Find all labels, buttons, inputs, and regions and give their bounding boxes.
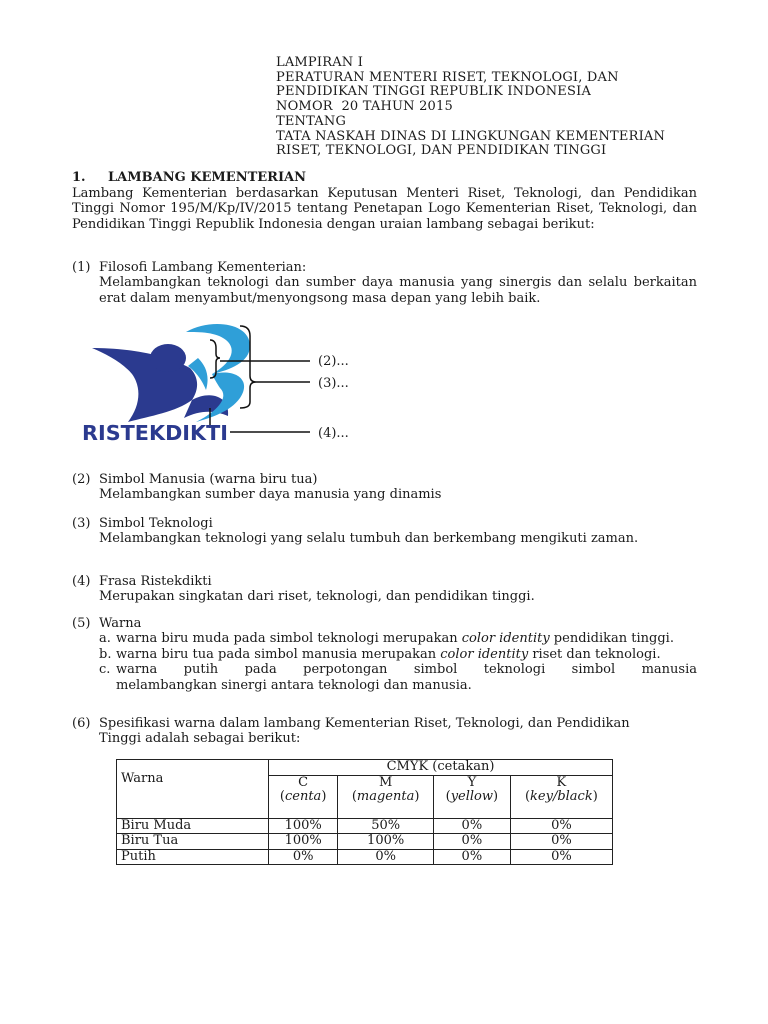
item-1 <box>72 260 697 306</box>
table-cell-k: 0% <box>510 818 612 834</box>
item-5-b-post: riset dan teknologi. <box>528 646 661 662</box>
table-row <box>117 818 613 834</box>
human-head-shape <box>150 344 186 372</box>
section-title-text: LAMBANG KEMENTERIAN <box>108 170 307 185</box>
item-1-heading: Filosofi Lambang Kementerian: <box>99 260 307 275</box>
ministry-logo-diagram <box>80 318 380 448</box>
item-2-heading: Simbol Manusia (warna biru tua) <box>99 472 318 487</box>
item-4-heading: Frasa Ristekdikti <box>99 574 212 589</box>
table-header-warna: Warna <box>117 760 269 819</box>
table-header-cmyk: CMYK (cetakan) <box>269 760 613 776</box>
logo-wordmark: RISTEKDIKTI <box>82 421 228 445</box>
item-1-body: Melambangkan teknologi dan sumber daya manusia yang sinergis dan selalu berkaitan erat dalam menyambut/menyongsong masa depan yang lebih baik. <box>99 275 697 306</box>
table-cell-name: Biru Muda <box>117 818 269 834</box>
item-4-body: Merupakan singkatan dari riset, teknologi, dan pendidikan tinggi. <box>99 589 535 605</box>
item-5-a-pre: warna biru muda pada simbol teknologi merupakan <box>116 631 462 647</box>
table-row <box>117 834 613 850</box>
header-line-3: PENDIDIKAN TINGGI REPUBLIK INDONESIA <box>276 84 592 100</box>
table-cell-name: Putih <box>117 849 269 865</box>
table-cell-c: 100% <box>269 818 338 834</box>
item-3-body: Melambangkan teknologi yang selalu tumbuh dan berkembang mengikuti zaman. <box>99 531 639 547</box>
logo-label-2: (2)... <box>318 354 349 369</box>
item-4 <box>72 574 697 605</box>
section-number: 1. <box>72 170 86 185</box>
header-line-1: LAMPIRAN I <box>276 55 364 70</box>
header-line-6: TATA NASKAH DINAS DI LINGKUNGAN KEMENTERIAN <box>276 128 666 144</box>
item-3 <box>72 516 697 547</box>
table-cell-c: 0% <box>269 849 338 865</box>
table-cell-y: 0% <box>433 849 510 865</box>
cmyk-color-table <box>116 759 613 865</box>
table-cell-y: 0% <box>433 818 510 834</box>
item-5-c-line1: warna putih pada perpotongan simbol teknologi simbol manusia <box>116 662 697 678</box>
item-5-a-letter: a. <box>99 631 111 647</box>
item-5-a-em: color identity <box>461 631 550 647</box>
item-2-body: Melambangkan sumber daya manusia yang dinamis <box>99 487 442 503</box>
table-header-y: Y (yellow) <box>433 775 510 818</box>
logo-label-3: (3)... <box>318 376 349 391</box>
item-5-b <box>99 647 697 662</box>
item-6 <box>72 716 697 747</box>
item-5-c-letter: c. <box>99 662 111 678</box>
table-cell-y: 0% <box>433 834 510 850</box>
item-2-number: (2) <box>72 472 91 487</box>
table-cell-k: 0% <box>510 849 612 865</box>
item-5-number: (5) <box>72 616 91 631</box>
item-2 <box>72 472 697 503</box>
item-5-a <box>99 631 697 646</box>
table-header-k: K (key/black) <box>510 775 612 818</box>
item-5-a-post: pendidikan tinggi. <box>549 631 674 647</box>
table-cell-k: 0% <box>510 834 612 850</box>
section-intro: Lambang Kementerian berdasarkan Keputusan Menteri Riset, Teknologi, dan Pendidikan Tinggi Nomor 195/M/Kp/IV/2015 tentang Penetapan Logo Kementerian Riset, Teknologi, dan Pendidikan Tinggi Republik Indonesia dengan uraian lambang sebagai berikut: <box>72 186 697 232</box>
item-5-b-em: color identity <box>440 646 529 662</box>
table-cell-m: 100% <box>338 834 434 850</box>
item-4-number: (4) <box>72 574 91 589</box>
item-1-number: (1) <box>72 260 91 275</box>
table-cell-c: 100% <box>269 834 338 850</box>
item-5-b-pre: warna biru tua pada simbol manusia merupakan <box>116 646 441 662</box>
table-cell-m: 50% <box>338 818 434 834</box>
table-row <box>117 849 613 865</box>
document-header <box>276 56 665 159</box>
header-line-5: TENTANG <box>276 113 347 129</box>
item-5-c <box>99 662 697 693</box>
item-6-line2: Tinggi adalah sebagai berikut: <box>99 731 301 747</box>
item-3-number: (3) <box>72 516 91 531</box>
table-cell-m: 0% <box>338 849 434 865</box>
item-5-b-letter: b. <box>99 646 112 662</box>
header-line-4: NOMOR 20 TAHUN 2015 <box>276 99 453 115</box>
table-header-c: C (centa) <box>269 775 338 818</box>
table-cell-name: Biru Tua <box>117 834 269 850</box>
item-5-heading: Warna <box>99 616 142 631</box>
item-3-heading: Simbol Teknologi <box>99 516 213 531</box>
header-line-7: RISET, TEKNOLOGI, DAN PENDIDIKAN TINGGI <box>276 143 607 159</box>
item-6-number: (6) <box>72 716 91 731</box>
header-line-2: PERATURAN MENTERI RISET, TEKNOLOGI, DAN <box>276 69 619 85</box>
logo-label-4: (4)... <box>318 426 349 441</box>
item-5 <box>72 616 697 693</box>
section-title <box>72 170 306 185</box>
table-header-m: M (magenta) <box>338 775 434 818</box>
item-5-c-line2: melambangkan sinergi antara teknologi dan manusia. <box>116 677 472 693</box>
item-6-line1: Spesifikasi warna dalam lambang Kementerian Riset, Teknologi, dan Pendidikan <box>99 716 630 731</box>
